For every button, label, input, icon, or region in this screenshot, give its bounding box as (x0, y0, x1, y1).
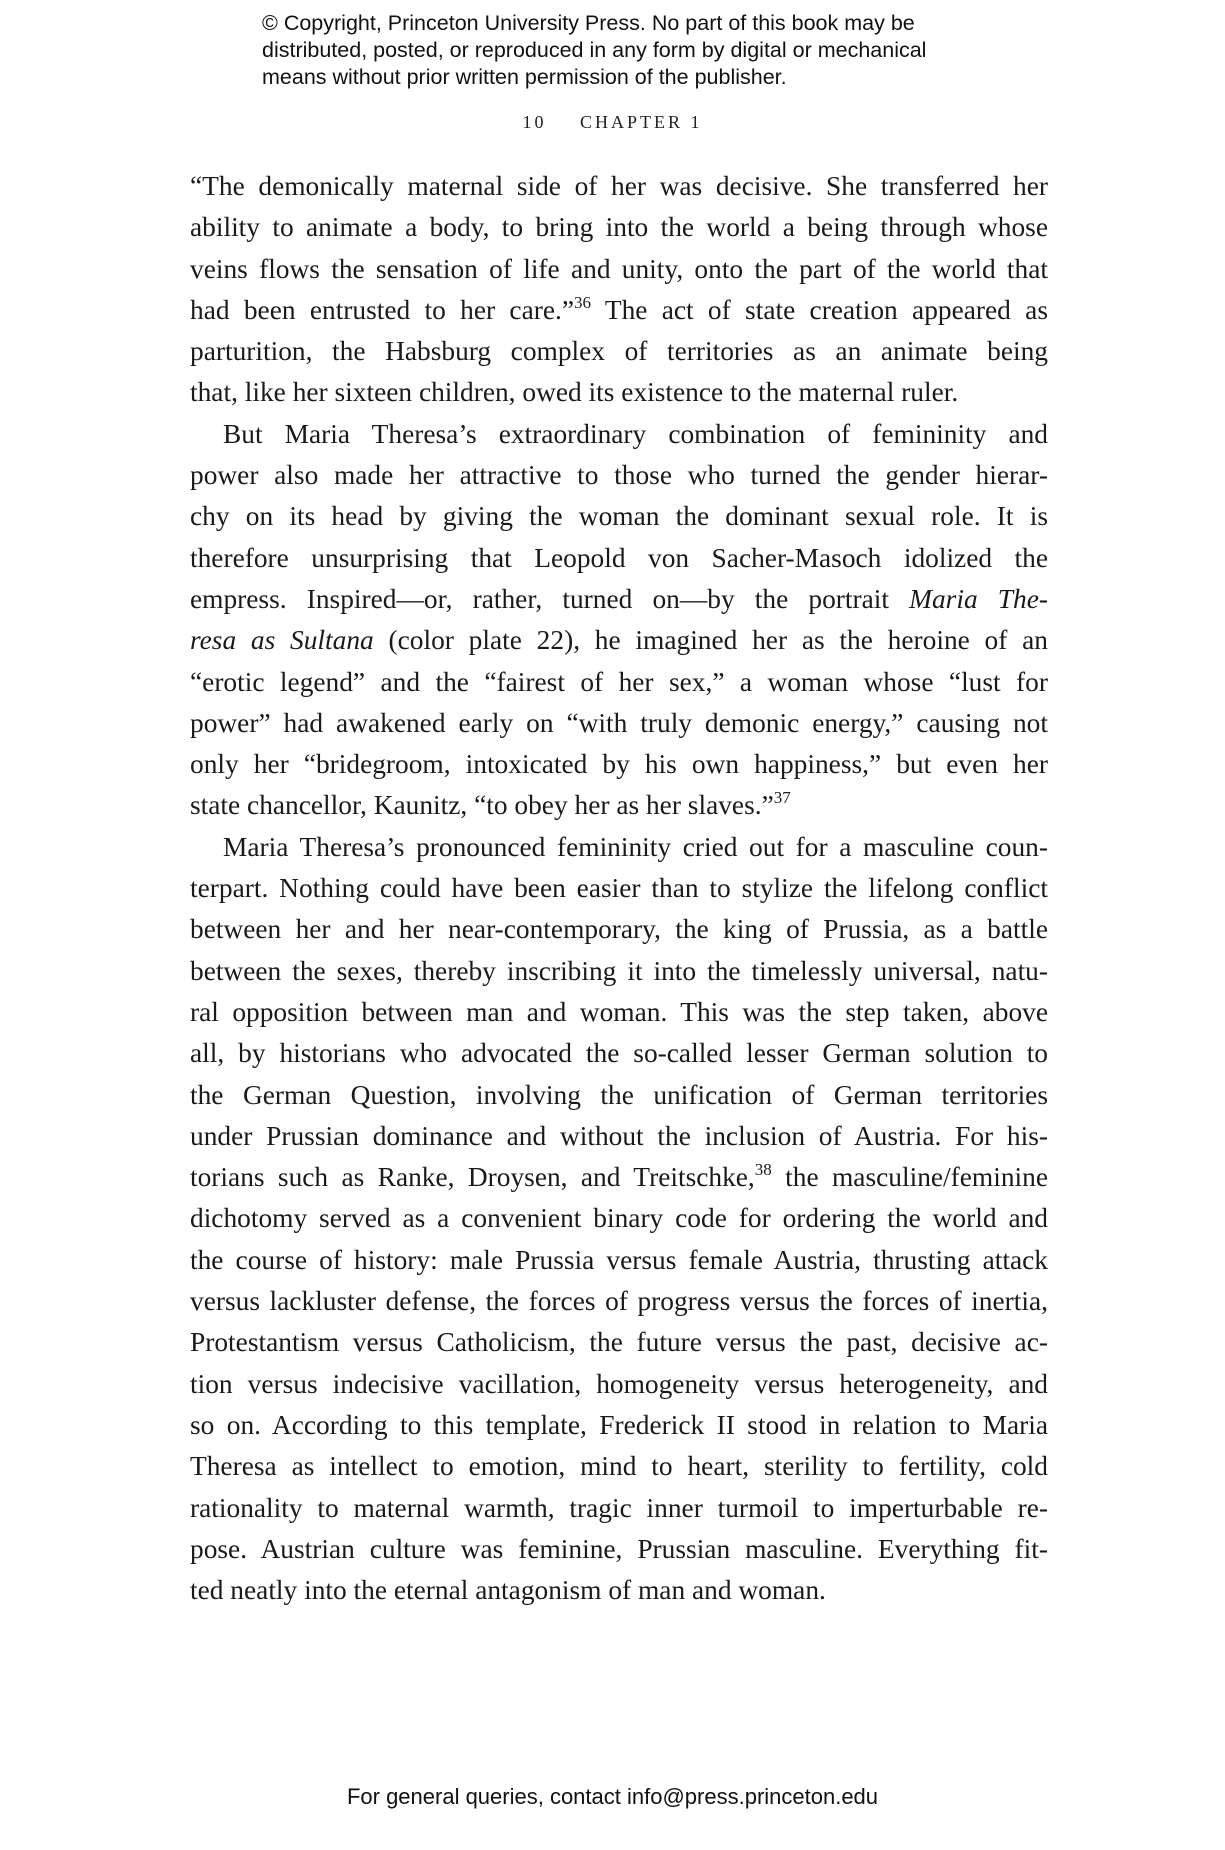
text-line: so on. According to this template, Frederick II stood in relation to Maria (190, 1409, 1048, 1440)
text-line: parturition, the Habsburg complex of territories as an animate being (190, 336, 1048, 367)
text-line (190, 579, 1048, 620)
text-line: But Maria Theresa’s extraordinary combination of femininity and (223, 418, 1048, 449)
chapter-label: CHAPTER 1 (579, 112, 703, 132)
text-line: Theresa as intellect to emotion, mind to heart, sterility to fertility, cold (190, 1451, 1048, 1482)
text-segment: The act of state creation appeared as (591, 294, 1048, 325)
text-segment: state chancellor, Kaunitz, “to obey her as her slaves.” (190, 790, 774, 821)
text-segment: torians such as Ranke, Droysen, and Treitschke, (190, 1162, 755, 1193)
footer-contact: For general queries, contact info@press.princeton.edu (346, 1784, 879, 1809)
footnote-ref-37: 37 (773, 788, 791, 808)
running-head (0, 112, 1225, 133)
text-line: Maria Theresa’s pronounced femininity cried out for a masculine coun- (223, 831, 1048, 862)
text-line (190, 290, 1048, 331)
text-line: “The demonically maternal side of her was decisive. She transferred her (190, 171, 1048, 201)
text-line: Protestantism versus Catholicism, the future versus the past, decisive ac- (190, 1327, 1048, 1358)
text-line: between her and her near-contemporary, the king of Prussia, as a battle (190, 914, 1048, 945)
text-line: ral opposition between man and woman. This was the step taken, above (190, 996, 1048, 1027)
text-line: ted neatly into the eternal antagonism of man and woman. (190, 1575, 826, 1606)
text-line: versus lackluster defense, the forces of progress versus the forces of inertia, (190, 1286, 1048, 1317)
text-segment: had been entrusted to her care.” (190, 294, 575, 325)
text-line: ability to animate a body, to bring into the world a being through whose (190, 212, 1048, 243)
text-line (190, 1157, 1048, 1198)
text-line: under Prussian dominance and without the inclusion of Austria. For his- (190, 1120, 1048, 1151)
text-line: dichotomy served as a convenient binary code for ordering the world and (190, 1203, 1048, 1234)
text-line: pose. Austrian culture was feminine, Prussian masculine. Everything fit- (190, 1533, 1048, 1564)
footnote-ref-36: 36 (574, 292, 592, 312)
text-line: power” had awakened early on “with truly demonic energy,” causing not (190, 707, 1048, 738)
text-line: rationality to maternal warmth, tragic inner turmoil to imperturbable re- (190, 1492, 1048, 1523)
copyright-notice (262, 10, 1022, 91)
copyright-line: distributed, posted, or reproduced in any form by digital or mechanical (262, 38, 927, 62)
text-line: chy on its head by giving the woman the dominant sexual role. It is (190, 501, 1048, 532)
footnote-ref-38: 38 (754, 1160, 772, 1180)
text-line: the German Question, involving the unification of German territories (190, 1079, 1048, 1110)
copyright-line: © Copyright, Princeton University Press. No part of this book may be (262, 11, 915, 35)
text-line: that, like her sixteen children, owed its existence to the maternal ruler. (190, 377, 959, 408)
text-line: power also made her attractive to those who turned the gender hierar- (190, 460, 1048, 491)
text-segment: empress. Inspired—or, rather, turned on—by the portrait (190, 583, 910, 614)
text-line: therefore unsurprising that Leopold von Sacher-Masoch idolized the (190, 542, 1048, 573)
text-line (190, 785, 1048, 826)
text-line: tion versus indecisive vacillation, homogeneity versus heterogeneity, and (190, 1368, 1048, 1399)
text-line: “erotic legend” and the “fairest of her sex,” a woman whose “lust for (190, 666, 1048, 697)
text-line: between the sexes, thereby inscribing it into the timelessly universal, natu- (190, 955, 1048, 986)
text-line: only her “bridegroom, intoxicated by his own happiness,” but even her (190, 749, 1048, 780)
text-segment: (color plate 22), he imagined her as the heroine of an (373, 625, 1048, 656)
page-number: 10 (522, 112, 547, 132)
text-segment: the masculine/feminine (771, 1162, 1049, 1193)
body-text (190, 166, 1048, 1611)
artwork-title: Maria The- (909, 583, 1048, 614)
artwork-title: resa as Sultana (190, 625, 374, 656)
text-line: terpart. Nothing could have been easier than to stylize the lifelong conflict (190, 873, 1048, 904)
text-line (190, 620, 1048, 661)
text-line: the course of history: male Prussia versus female Austria, thrusting attack (190, 1244, 1048, 1275)
copyright-line: means without prior written permission of the publisher. (262, 65, 787, 89)
text-line: veins flows the sensation of life and unity, onto the part of the world that (190, 253, 1048, 284)
text-line: all, by historians who advocated the so-called lesser German solution to (190, 1038, 1048, 1069)
